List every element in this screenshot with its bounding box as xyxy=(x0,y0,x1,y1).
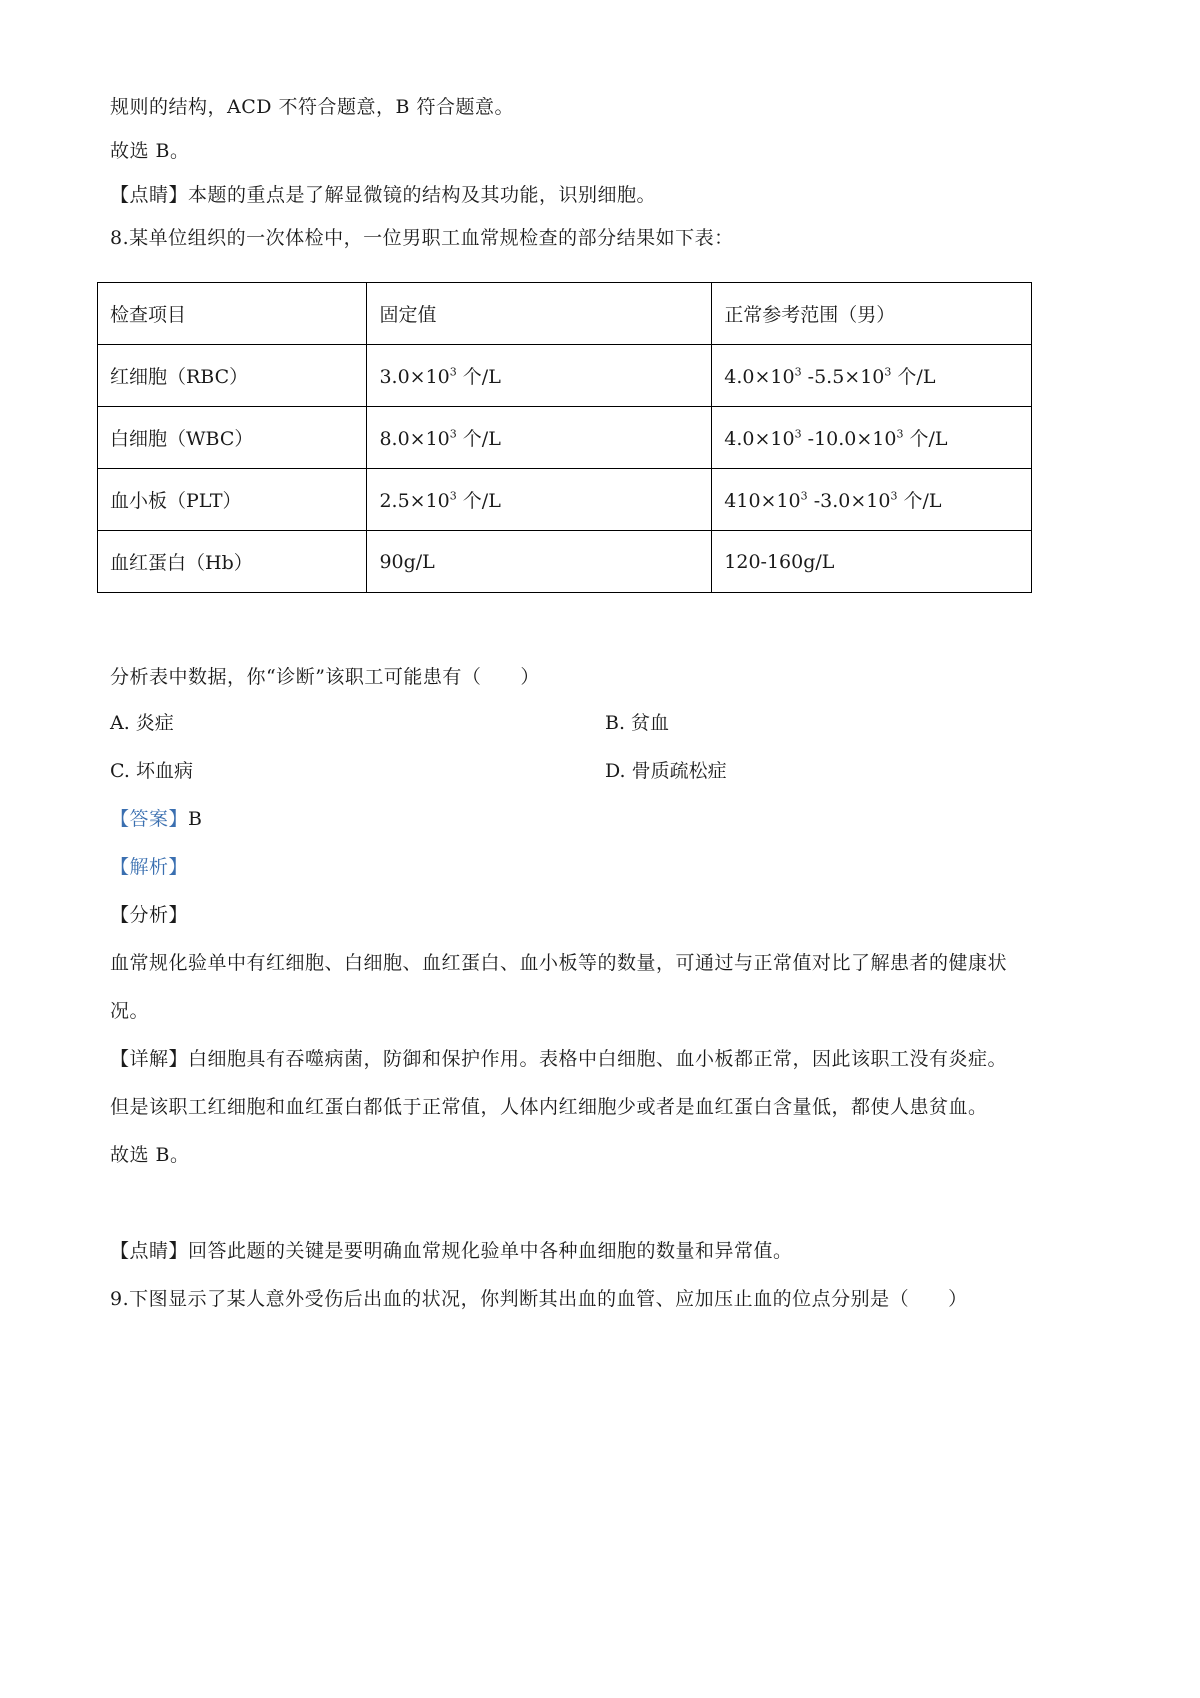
choose-line: 故选 B。 xyxy=(110,1144,190,1166)
blood-test-table xyxy=(97,282,1032,593)
option-a: A. 炎症 xyxy=(110,712,174,734)
text-line: 规则的结构，ACD 不符合题意，B 符合题意。 xyxy=(110,96,515,118)
table-cell-item: 血小板（PLT） xyxy=(98,469,367,531)
table-cell-value: $8.0\times 10^3$ 个/L xyxy=(367,407,712,469)
option-d: D. 骨质疏松症 xyxy=(605,760,727,782)
table-header: 固定值 xyxy=(367,283,712,345)
table-cell-item: 血红蛋白（Hb） xyxy=(98,531,367,593)
table-header: 正常参考范围（男） xyxy=(712,283,1032,345)
table-cell-value: $2.5\times 10^3$ 个/L xyxy=(367,469,712,531)
detail-text: 【详解】白细胞具有吞噬病菌，防御和保护作用。表格中白细胞、血小板都正常，因此该职工没有炎症。 xyxy=(110,1048,1008,1070)
table-cell-range: $4.0\times 10^3$ $-5.5\times 10^3$ 个/L xyxy=(712,345,1032,407)
table-row xyxy=(98,531,1032,593)
table-header: 检查项目 xyxy=(98,283,367,345)
table-cell-range: $410\times 10^3$ $-3.0\times 10^3$ 个/L xyxy=(712,469,1032,531)
fenxi-text: 况。 xyxy=(110,1000,150,1022)
question-9: 9.下图显示了某人意外受伤后出血的状况，你判断其出血的血管、应加压止血的位点分别是（ ） xyxy=(110,1288,968,1310)
table-cell-item: 白细胞（WBC） xyxy=(98,407,367,469)
table-cell-value: 90g/L xyxy=(367,531,712,593)
table-row xyxy=(98,469,1032,531)
table-cell-item: 红细胞（RBC） xyxy=(98,345,367,407)
dianjing-line: 【点睛】回答此题的关键是要明确血常规化验单中各种血细胞的数量和异常值。 xyxy=(110,1240,793,1262)
detail-text: 但是该职工红细胞和血红蛋白都低于正常值，人体内红细胞少或者是血红蛋白含量低，都使人患贫血。 xyxy=(110,1096,988,1118)
table-cell-range: 120-160g/L xyxy=(712,531,1032,593)
option-b: B. 贫血 xyxy=(605,712,670,734)
option-c: C. 坏血病 xyxy=(110,760,193,782)
table-header-row xyxy=(98,283,1032,345)
answer-line xyxy=(110,806,202,832)
fenxi-label: 【分析】 xyxy=(110,904,189,926)
table-cell-range: $4.0\times 10^3$ $-10.0\times 10^3$ 个/L xyxy=(712,407,1032,469)
comment-line: 【点睛】本题的重点是了解显微镜的结构及其功能，识别细胞。 xyxy=(110,184,657,206)
answer-label: 【答案】 xyxy=(110,808,189,830)
analysis-label: 【解析】 xyxy=(110,856,189,878)
table-row xyxy=(98,345,1032,407)
table-cell-value: $3.0\times 10^3$ 个/L xyxy=(367,345,712,407)
question-8: 8.某单位组织的一次体检中，一位男职工血常规检查的部分结果如下表： xyxy=(110,227,734,249)
text-line: 故选 B。 xyxy=(110,140,190,162)
fenxi-text: 血常规化验单中有红细胞、白细胞、血红蛋白、血小板等的数量，可通过与正常值对比了解患者的健康状 xyxy=(110,952,1008,974)
answer-value: B xyxy=(188,808,203,830)
question-8-ask: 分析表中数据，你“诊断”该职工可能患有（ ） xyxy=(110,666,540,688)
table-row xyxy=(98,407,1032,469)
